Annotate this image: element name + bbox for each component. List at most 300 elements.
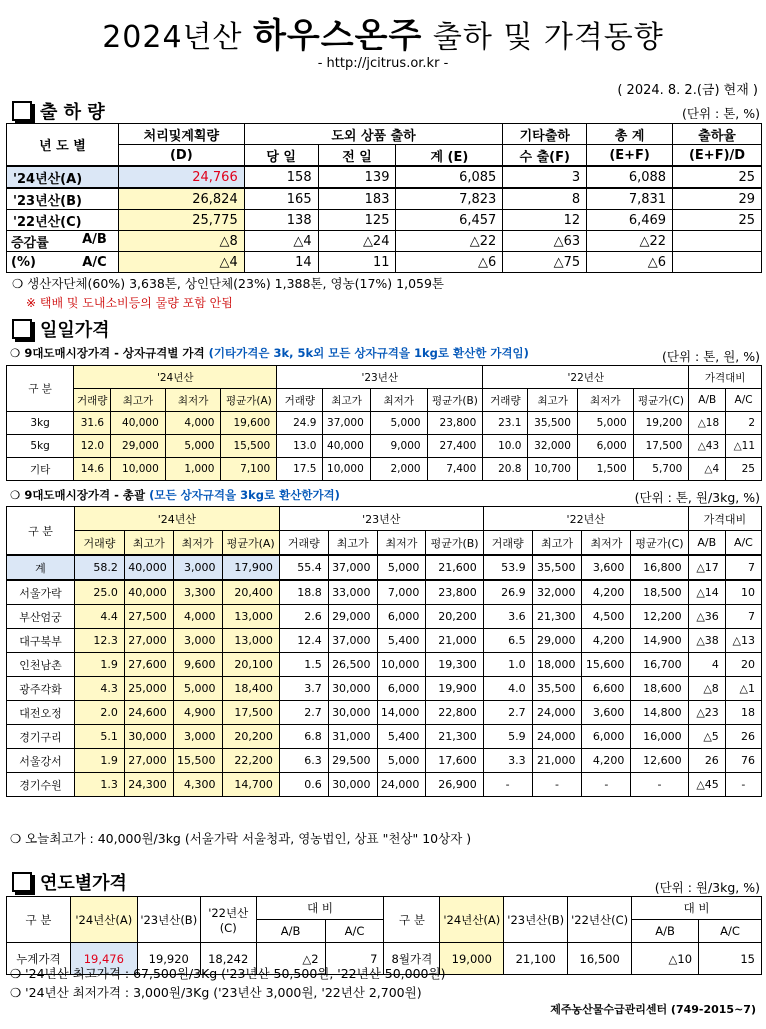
cell: △18 xyxy=(689,412,726,435)
cell: 3,600 xyxy=(582,555,631,580)
cell: 6,085 xyxy=(396,166,503,188)
title-year: 2024년산 xyxy=(102,20,254,55)
cell: 32,000 xyxy=(528,435,577,458)
cell: 13,000 xyxy=(222,605,279,629)
table-row xyxy=(7,252,762,273)
cell: 8 xyxy=(503,188,587,210)
cell: 76 xyxy=(725,749,761,773)
cell: 158 xyxy=(244,166,318,188)
table-row xyxy=(7,580,762,605)
box-price-subtitle xyxy=(10,345,529,361)
cell: 15,600 xyxy=(582,653,631,677)
cell: 35,500 xyxy=(532,555,582,580)
table-row xyxy=(7,605,762,629)
cell: 6,000 xyxy=(377,605,426,629)
cell: 7,400 xyxy=(427,458,483,481)
col-22-sub: 최저가 xyxy=(582,531,631,556)
cell: △23 xyxy=(688,701,725,725)
cell: 5,000 xyxy=(173,677,222,701)
diff-label: 증감률 xyxy=(11,235,49,251)
cell: 19,300 xyxy=(426,653,483,677)
total-price-subtitle xyxy=(10,487,340,503)
cell: 23,800 xyxy=(426,580,483,605)
col-etc: 기타출하 xyxy=(503,124,587,145)
col-ac: A/C xyxy=(325,920,384,943)
cell: 40,000 xyxy=(323,435,370,458)
col-23-sub: 거래량 xyxy=(277,389,323,412)
cell: 18,600 xyxy=(631,677,688,701)
cell: 5,400 xyxy=(377,725,426,749)
cell: 18,400 xyxy=(222,677,279,701)
cell: 26.9 xyxy=(483,580,532,605)
col-22c-right: '22년산(C) xyxy=(568,897,632,943)
cell: 0.6 xyxy=(279,773,328,797)
cell: 3.3 xyxy=(483,749,532,773)
cell: 22,800 xyxy=(426,701,483,725)
col-total-sub: (E+F) xyxy=(587,145,673,167)
cell: 4,900 xyxy=(173,701,222,725)
col-cmp: 가격대비 xyxy=(688,507,761,531)
col-23-sub: 최고가 xyxy=(328,531,377,556)
cell: 12 xyxy=(503,210,587,231)
cell: △13 xyxy=(725,629,761,653)
cell: 183 xyxy=(318,188,396,210)
row-label: '24년산(A) xyxy=(7,166,119,188)
cell: 5,400 xyxy=(377,629,426,653)
cell: 4,200 xyxy=(582,749,631,773)
today-high-note: ❍ 오늘최고가 : 40,000원/3kg (서울가락 서울청과, 영농법인, 상표 "천상" 10상자 ) xyxy=(10,831,472,846)
checkbox-square-icon xyxy=(12,101,32,121)
row-label: 서울가락 xyxy=(7,580,75,605)
unit-label: (단위 : 톤, 원, %) xyxy=(662,349,760,364)
col-24-sub: 거래량 xyxy=(74,389,111,412)
row-label: 대전오정 xyxy=(7,701,75,725)
cell: 4 xyxy=(688,653,725,677)
cell: 12.0 xyxy=(74,435,111,458)
cell: 30,000 xyxy=(328,677,377,701)
col-daebi-right: 대 비 xyxy=(632,897,762,920)
report-date: ( 2024. 8. 2.(금) 현재 ) xyxy=(617,83,758,98)
cell: △45 xyxy=(688,773,725,797)
col-total: 총 계 xyxy=(587,124,673,145)
col-24: '24년산 xyxy=(74,366,277,389)
col-ac: A/C xyxy=(725,531,761,556)
cell: 1.0 xyxy=(483,653,532,677)
col-23-avg: 평균가(B) xyxy=(426,531,483,556)
cell: 14,800 xyxy=(631,701,688,725)
cell: 2.7 xyxy=(483,701,532,725)
col-22c: '22년산(C) xyxy=(200,897,256,943)
cell: 20.8 xyxy=(483,458,528,481)
table-row xyxy=(7,701,762,725)
cell: 2.6 xyxy=(279,605,328,629)
cell: 24,000 xyxy=(532,725,582,749)
col-plan-sub: (D) xyxy=(118,145,244,167)
cell: 40,000 xyxy=(124,555,173,580)
cell: 24,600 xyxy=(124,701,173,725)
cell: 24.9 xyxy=(277,412,323,435)
cell: 24,766 xyxy=(118,166,244,188)
cell: - xyxy=(725,773,761,797)
col-ab: A/B xyxy=(256,920,325,943)
cell: 6.8 xyxy=(279,725,328,749)
cell: △43 xyxy=(689,435,726,458)
cell: △14 xyxy=(688,580,725,605)
cell: 23,800 xyxy=(427,412,483,435)
cell: △63 xyxy=(503,231,587,252)
col-sum: 계 (E) xyxy=(396,145,503,167)
col-export: 수 출(F) xyxy=(503,145,587,167)
cell: 26,900 xyxy=(426,773,483,797)
col-22: '22년산 xyxy=(483,507,688,531)
col-24a: '24년산(A) xyxy=(70,897,137,943)
col-24-sub: 최고가 xyxy=(111,389,166,412)
col-23-avg: 평균가(B) xyxy=(427,389,483,412)
row-label: '23년산(B) xyxy=(7,188,119,210)
col-23-sub: 최저가 xyxy=(377,531,426,556)
cell: 29,500 xyxy=(328,749,377,773)
cell: 5.1 xyxy=(74,725,124,749)
cell: 5,000 xyxy=(577,412,633,435)
cell: 26 xyxy=(725,725,761,749)
col-rate-sub: (E+F)/D xyxy=(673,145,762,167)
cell: 26,500 xyxy=(328,653,377,677)
col-22-sub: 거래량 xyxy=(483,531,532,556)
section-shipment-header xyxy=(12,98,105,124)
cell: 1.3 xyxy=(74,773,124,797)
cell: 3,600 xyxy=(582,701,631,725)
cell: △4 xyxy=(118,252,244,273)
cell: 32,000 xyxy=(532,580,582,605)
cell: △8 xyxy=(688,677,725,701)
diff-ratio: A/C xyxy=(82,254,107,270)
cell: 27,600 xyxy=(124,653,173,677)
col-23-sub: 거래량 xyxy=(279,531,328,556)
cell: 22,200 xyxy=(222,749,279,773)
cell: 5,000 xyxy=(377,555,426,580)
cell: 3.7 xyxy=(279,677,328,701)
cell: △4 xyxy=(689,458,726,481)
cell: 16,000 xyxy=(631,725,688,749)
diff-label-cell xyxy=(7,231,119,252)
cell: 30,000 xyxy=(124,725,173,749)
table-row xyxy=(7,629,762,653)
col-cmp: 가격대비 xyxy=(689,366,762,389)
cell: 2,000 xyxy=(370,458,427,481)
cell: - xyxy=(483,773,532,797)
table-row xyxy=(7,412,762,435)
cell: 10.0 xyxy=(483,435,528,458)
section-yearly-header xyxy=(12,869,127,895)
row-label: 인천남촌 xyxy=(7,653,75,677)
cell: 2.7 xyxy=(279,701,328,725)
row-label: 대구북부 xyxy=(7,629,75,653)
cell: 20,400 xyxy=(222,580,279,605)
cell: △11 xyxy=(726,435,762,458)
cell: 3,000 xyxy=(173,629,222,653)
box-price-label: ❍ 9대도매시장가격 - 상자규격별 가격 xyxy=(10,346,209,360)
table-row xyxy=(7,458,762,481)
cell: 138 xyxy=(244,210,318,231)
cell: 6.3 xyxy=(279,749,328,773)
cell: 40,000 xyxy=(124,580,173,605)
cell: 53.9 xyxy=(483,555,532,580)
cell: 2 xyxy=(726,412,762,435)
cell: 24,300 xyxy=(124,773,173,797)
row-label: 경기구리 xyxy=(7,725,75,749)
cell: 3,000 xyxy=(173,555,222,580)
cum-ac: 7 xyxy=(325,943,384,975)
cell: 12,200 xyxy=(631,605,688,629)
col-24: '24년산 xyxy=(74,507,279,531)
row-label: 5kg xyxy=(7,435,74,458)
cell: 20,100 xyxy=(222,653,279,677)
cell: 17.5 xyxy=(277,458,323,481)
cell: 26 xyxy=(688,749,725,773)
cell: 20,200 xyxy=(222,725,279,749)
cell: - xyxy=(582,773,631,797)
cell: - xyxy=(631,773,688,797)
cell: 17,900 xyxy=(222,555,279,580)
page-title xyxy=(0,8,766,57)
cell: 30,000 xyxy=(328,701,377,725)
cell: △6 xyxy=(396,252,503,273)
cell: 7,100 xyxy=(221,458,277,481)
cell: 5.9 xyxy=(483,725,532,749)
cell: 4,200 xyxy=(582,629,631,653)
cell: 33,000 xyxy=(328,580,377,605)
diff-label: (%) xyxy=(11,254,36,270)
cell: 17,600 xyxy=(426,749,483,773)
col-24-sub: 최저가 xyxy=(165,389,221,412)
col-22: '22년산 xyxy=(483,366,689,389)
box-price-table xyxy=(6,365,762,481)
checkbox-square-icon xyxy=(12,319,32,339)
shipment-table xyxy=(6,123,762,273)
cell: 21,000 xyxy=(426,629,483,653)
delivery-note: ※ 택배 및 도내소비등의 물량 포함 안됨 xyxy=(26,296,233,310)
cell: 18,500 xyxy=(631,580,688,605)
cell: 14.6 xyxy=(74,458,111,481)
cell: 10,000 xyxy=(323,458,370,481)
checkbox-square-icon xyxy=(12,872,32,892)
cell: 6.5 xyxy=(483,629,532,653)
cell: 25,775 xyxy=(118,210,244,231)
col-year: 년 도 별 xyxy=(7,124,119,167)
table-row xyxy=(7,749,762,773)
cell: 2.0 xyxy=(74,701,124,725)
cell: 14,900 xyxy=(631,629,688,653)
footer-center: 제주농산물수급관리센터 (749-2015~7) xyxy=(550,1003,756,1016)
section-daily-header xyxy=(12,316,110,342)
row-label: 경기수원 xyxy=(7,773,75,797)
col-plan: 처리및계획량 xyxy=(118,124,244,145)
cell: 7 xyxy=(725,555,761,580)
table-row xyxy=(7,435,762,458)
table-row xyxy=(7,555,762,580)
box-price-desc: (기타가격은 3k, 5k외 모든 상자규격을 1kg로 환산한 가격임) xyxy=(208,346,529,360)
col-23b-right: '23년산(B) xyxy=(504,897,568,943)
cell: 16,700 xyxy=(631,653,688,677)
cell: 3 xyxy=(503,166,587,188)
cell: 29,000 xyxy=(111,435,166,458)
col-ac: A/C xyxy=(726,389,762,412)
total-price-desc: (모든 상자규격을 3kg로 환산한가격) xyxy=(149,488,340,502)
cell: 1,000 xyxy=(165,458,221,481)
cell: 12.3 xyxy=(74,629,124,653)
cell: 125 xyxy=(318,210,396,231)
total-price-label: ❍ 9대도매시장가격 - 총괄 xyxy=(10,488,150,502)
cell: 19,900 xyxy=(426,677,483,701)
cell: 10,000 xyxy=(111,458,166,481)
cell: 7 xyxy=(725,605,761,629)
cell: 24,000 xyxy=(377,773,426,797)
min-price-note: ❍ '24년산 최저가격 : 3,000원/3Kg ('23년산 3,000원, '22년산 2,700원) xyxy=(10,985,422,1000)
cell: △17 xyxy=(688,555,725,580)
unit-label: (단위 : 톤, 원/3kg, %) xyxy=(634,490,760,505)
cell: 18,000 xyxy=(532,653,582,677)
col-24-avg: 평균가(A) xyxy=(222,531,279,556)
table-row xyxy=(7,166,762,188)
row-label: '22년산(C) xyxy=(7,210,119,231)
cell: △38 xyxy=(688,629,725,653)
cell xyxy=(673,231,762,252)
cum-24: 19,476 xyxy=(70,943,137,975)
cell: 6,000 xyxy=(377,677,426,701)
cell: 3,000 xyxy=(173,725,222,749)
cell: 21,600 xyxy=(426,555,483,580)
cell: 19,200 xyxy=(633,412,689,435)
month-ac: 15 xyxy=(699,943,762,975)
col-24-avg: 평균가(A) xyxy=(221,389,277,412)
cell: 20 xyxy=(725,653,761,677)
col-22-sub: 최고가 xyxy=(528,389,577,412)
cell: 4,300 xyxy=(173,773,222,797)
cell: 6,469 xyxy=(587,210,673,231)
cell: 25,000 xyxy=(124,677,173,701)
cell: 15,500 xyxy=(221,435,277,458)
cell: 37,000 xyxy=(328,629,377,653)
col-23b: '23년산(B) xyxy=(137,897,200,943)
cell: 14,700 xyxy=(222,773,279,797)
cell: △24 xyxy=(318,231,396,252)
cell xyxy=(673,252,762,273)
diff-ratio: A/B xyxy=(82,231,107,247)
cell: 14 xyxy=(244,252,318,273)
col-ab: A/B xyxy=(688,531,725,556)
cell: 18.8 xyxy=(279,580,328,605)
cell: 5,000 xyxy=(377,749,426,773)
unit-label: (단위 : 원/3kg, %) xyxy=(654,880,760,895)
cell: 35,500 xyxy=(532,677,582,701)
col-23: '23년산 xyxy=(279,507,483,531)
cell: 27,000 xyxy=(124,749,173,773)
cell: 12.4 xyxy=(279,629,328,653)
cell: 30,000 xyxy=(328,773,377,797)
cell: 11 xyxy=(318,252,396,273)
month-ab: △10 xyxy=(632,943,699,975)
col-outbound: 도외 상품 출하 xyxy=(244,124,503,145)
col-22-sub: 최고가 xyxy=(532,531,582,556)
cell: 4.4 xyxy=(74,605,124,629)
col-24a-right: '24년산(A) xyxy=(440,897,504,943)
col-gubun: 구 분 xyxy=(7,897,71,943)
cum-23: 19,920 xyxy=(137,943,200,975)
table-row xyxy=(7,725,762,749)
section-shipment-title: 출 하 량 xyxy=(40,102,105,123)
diff-label-wrap xyxy=(7,232,118,251)
col-today: 당 일 xyxy=(244,145,318,167)
title-product: 하우스온주 xyxy=(253,16,423,56)
cell: 16,800 xyxy=(631,555,688,580)
cell: 7,823 xyxy=(396,188,503,210)
market-price-table xyxy=(6,506,762,797)
cell: 58.2 xyxy=(74,555,124,580)
cell: 10,700 xyxy=(528,458,577,481)
cell: 31.6 xyxy=(74,412,111,435)
table-row xyxy=(7,210,762,231)
cell: 24,000 xyxy=(532,701,582,725)
col-22-avg: 평균가(C) xyxy=(633,389,689,412)
producer-note: ❍ 생산자단체(60%) 3,638톤, 상인단체(23%) 1,388톤, 영농(17%) 1,059톤 xyxy=(12,276,445,291)
cell: 6,088 xyxy=(587,166,673,188)
cell: 10,000 xyxy=(377,653,426,677)
cell: 5,000 xyxy=(165,435,221,458)
cell: 19,600 xyxy=(221,412,277,435)
cell: 25 xyxy=(673,166,762,188)
cell: 27,500 xyxy=(124,605,173,629)
cell: 55.4 xyxy=(279,555,328,580)
cell: 31,000 xyxy=(328,725,377,749)
cell: 1.9 xyxy=(74,653,124,677)
cell: 29,000 xyxy=(532,629,582,653)
cell: △22 xyxy=(396,231,503,252)
cell: 5,000 xyxy=(370,412,427,435)
site-url[interactable]: - http://jcitrus.or.kr - xyxy=(317,56,449,71)
max-price-note: ❍ '24년산 최고가격 : 67,500원/3Kg ('23년산 50,500원, '22년산 50,000원) xyxy=(10,966,446,981)
col-22-avg: 평균가(C) xyxy=(631,531,688,556)
col-ab-right: A/B xyxy=(632,920,699,943)
cell: 15,500 xyxy=(173,749,222,773)
cell: △5 xyxy=(688,725,725,749)
col-24-sub: 최고가 xyxy=(124,531,173,556)
section-yearly-title: 연도별가격 xyxy=(40,873,127,894)
cell: 23.1 xyxy=(483,412,528,435)
cell: △4 xyxy=(244,231,318,252)
col-prev: 전 일 xyxy=(318,145,396,167)
row-label: 계 xyxy=(7,555,75,580)
cell: △75 xyxy=(503,252,587,273)
row-label: 광주각화 xyxy=(7,677,75,701)
cell: △36 xyxy=(688,605,725,629)
cell: 21,300 xyxy=(532,605,582,629)
cell: 7,000 xyxy=(377,580,426,605)
month-23: 21,100 xyxy=(504,943,568,975)
title-rest: 출하 및 가격동향 xyxy=(422,20,664,55)
cell: 6,600 xyxy=(582,677,631,701)
cell: 139 xyxy=(318,166,396,188)
table-row xyxy=(7,653,762,677)
row-label: 기타 xyxy=(7,458,74,481)
cell: 26,824 xyxy=(118,188,244,210)
cell: 17,500 xyxy=(633,435,689,458)
cell: 14,000 xyxy=(377,701,426,725)
cell: 27,000 xyxy=(124,629,173,653)
cum-label: 누계가격 xyxy=(7,943,71,975)
cell: 20,200 xyxy=(426,605,483,629)
cell: 1.5 xyxy=(279,653,328,677)
cell: 10 xyxy=(725,580,761,605)
